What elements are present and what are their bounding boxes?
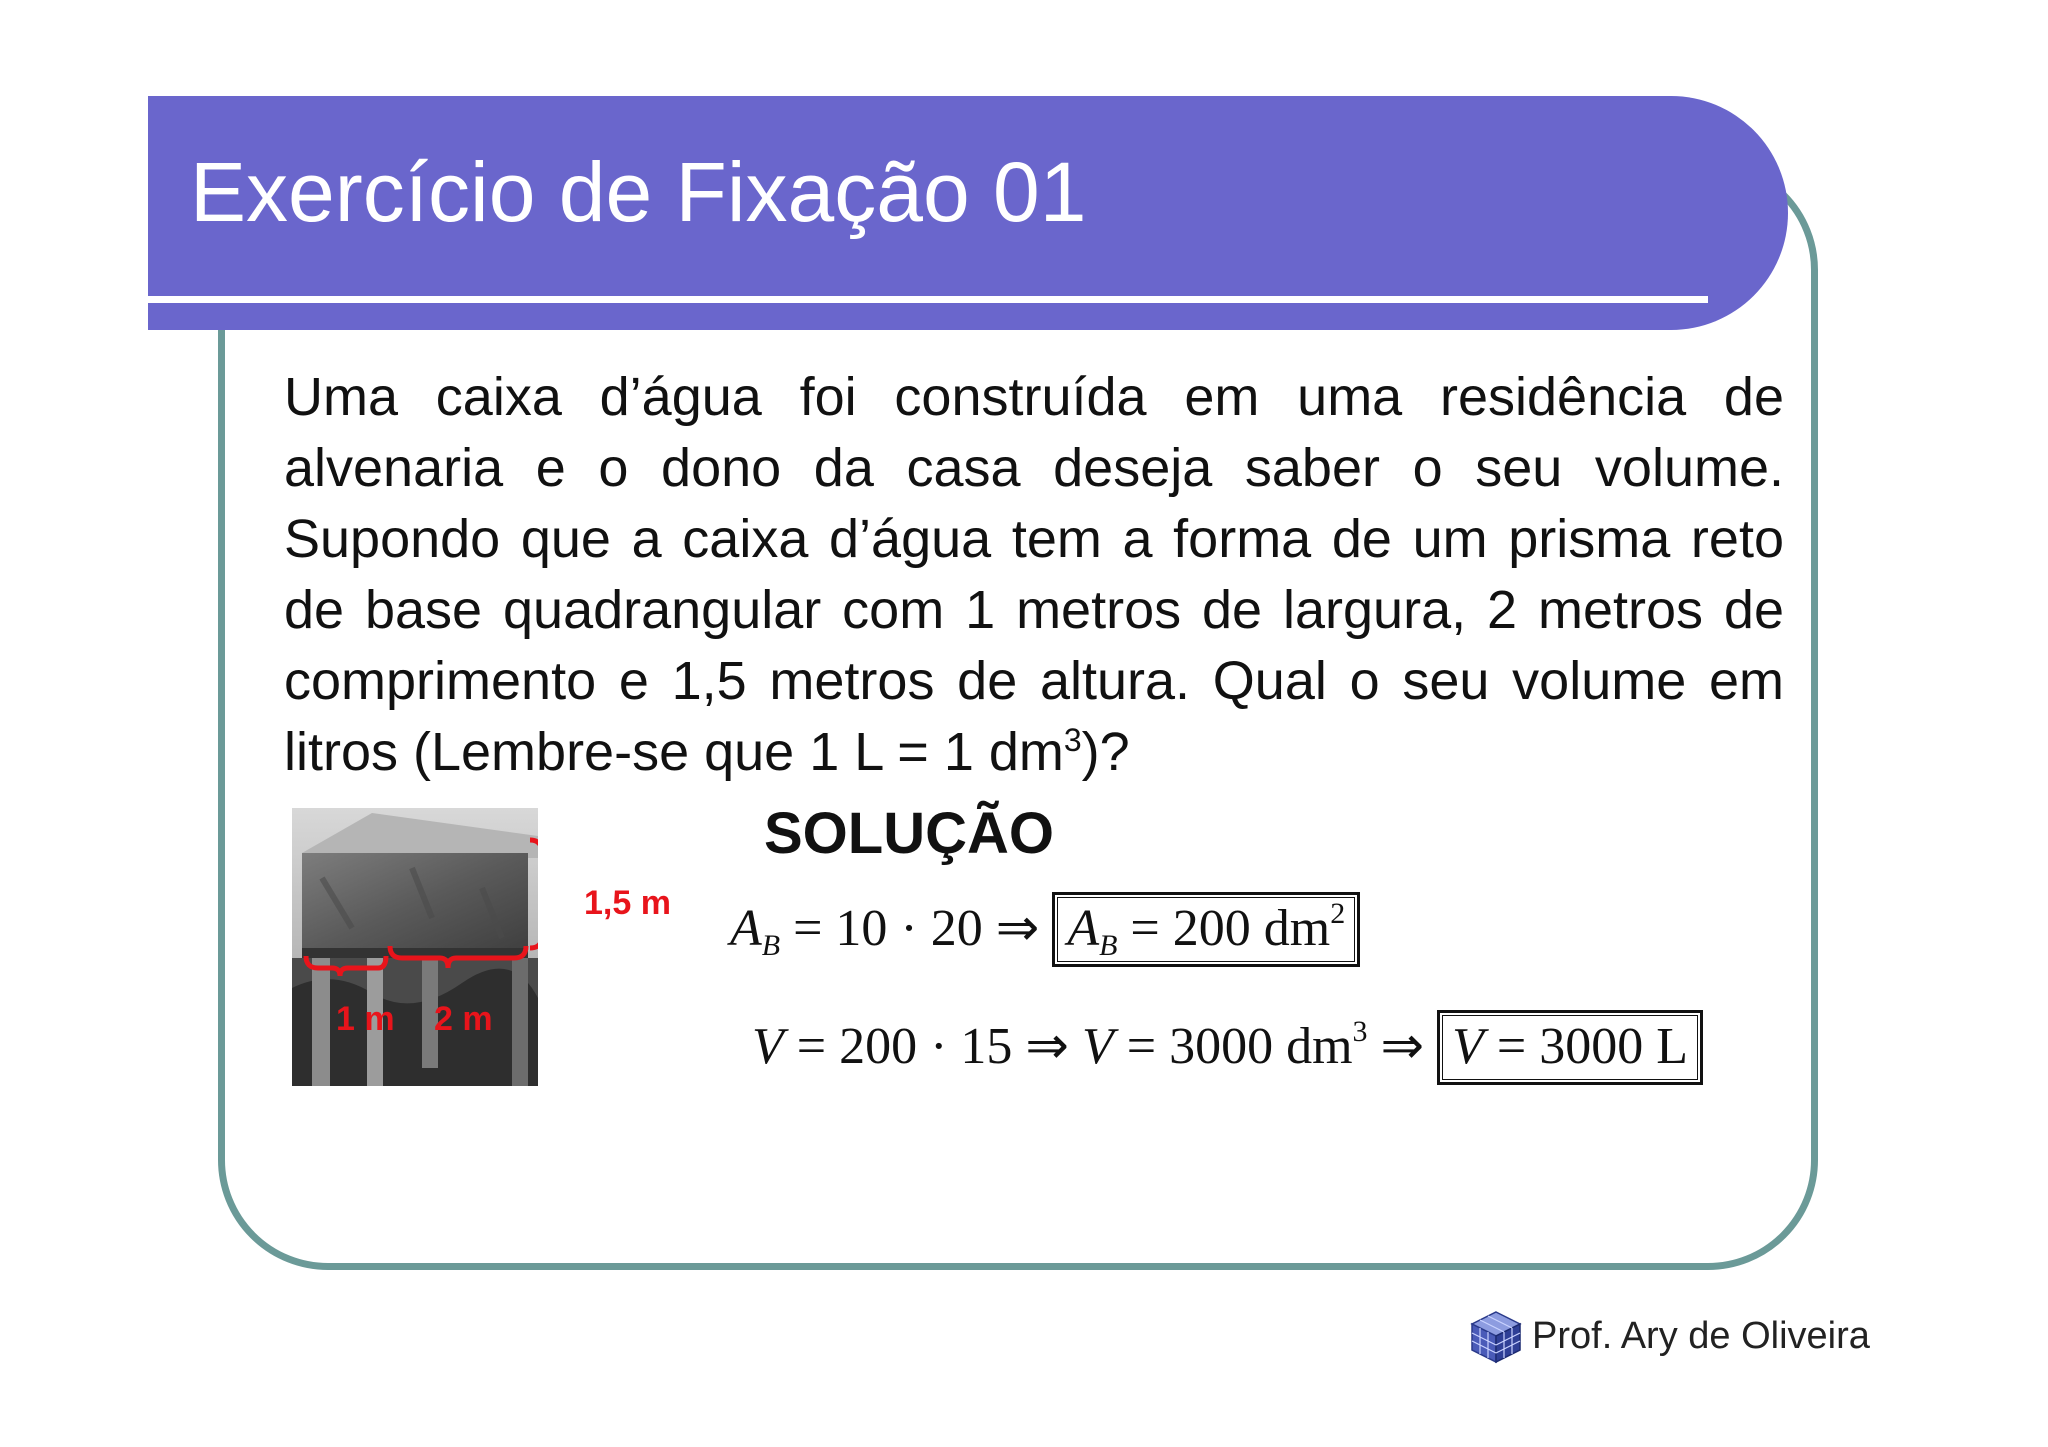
cube-logo-icon xyxy=(1468,1308,1524,1364)
eq2-arrow: ⇒ xyxy=(1367,1018,1438,1075)
problem-statement xyxy=(284,362,1784,788)
eq1-box-expr: = 200 dm xyxy=(1117,900,1331,957)
eq1-result-box xyxy=(1052,892,1360,967)
eq1-lhs-sub: B xyxy=(761,929,781,962)
eq2-var2: V xyxy=(1081,1018,1114,1075)
equation-base-area xyxy=(730,892,1360,967)
slide-title: Exercício de Fixação 01 xyxy=(190,145,1087,239)
eq2-sup: 3 xyxy=(1352,1015,1368,1048)
equation-volume xyxy=(752,1010,1703,1085)
solution-heading: SOLUÇÃO xyxy=(764,801,1054,866)
eq2-box-expr: = 3000 L xyxy=(1483,1018,1688,1075)
water-tank-photo xyxy=(292,808,538,1086)
problem-text-end: )? xyxy=(1081,722,1130,782)
eq2-lhs-var: V xyxy=(752,1018,784,1075)
eq2-box-var: V xyxy=(1452,1018,1484,1075)
title-underline xyxy=(148,296,1708,303)
height-label: 1,5 m xyxy=(584,884,671,922)
author-name: Prof. Ary de Oliveira xyxy=(1532,1314,1870,1357)
eq2-expr1: = 200 · 15 ⇒ xyxy=(783,1018,1082,1075)
problem-superscript: 3 xyxy=(1063,722,1082,758)
eq1-box-var: A xyxy=(1067,900,1100,957)
footer xyxy=(1468,1308,1870,1364)
eq2-result-box xyxy=(1437,1010,1703,1085)
eq1-box-sub: B xyxy=(1099,929,1118,962)
width-label: 1 m xyxy=(336,1000,395,1038)
eq1-expr: = 10 · 20 ⇒ xyxy=(780,900,1053,957)
eq2-expr2: = 3000 dm xyxy=(1113,1018,1353,1075)
eq1-lhs-var: A xyxy=(730,900,762,957)
problem-text: Uma caixa d’água foi construída em uma residência de alvenaria e o dono da casa deseja saber o seu volume. Supondo que a caixa d’água tem a forma de um prisma reto de base quadrangular com 1 metros de largura, 2 metros de comprimento e 1,5 metros de altura. Qual o seu volume em litros (Lembre-se que 1 L = 1 dm xyxy=(284,367,1784,782)
eq1-box-sup: 2 xyxy=(1330,897,1346,930)
length-label: 2 m xyxy=(434,1000,493,1038)
